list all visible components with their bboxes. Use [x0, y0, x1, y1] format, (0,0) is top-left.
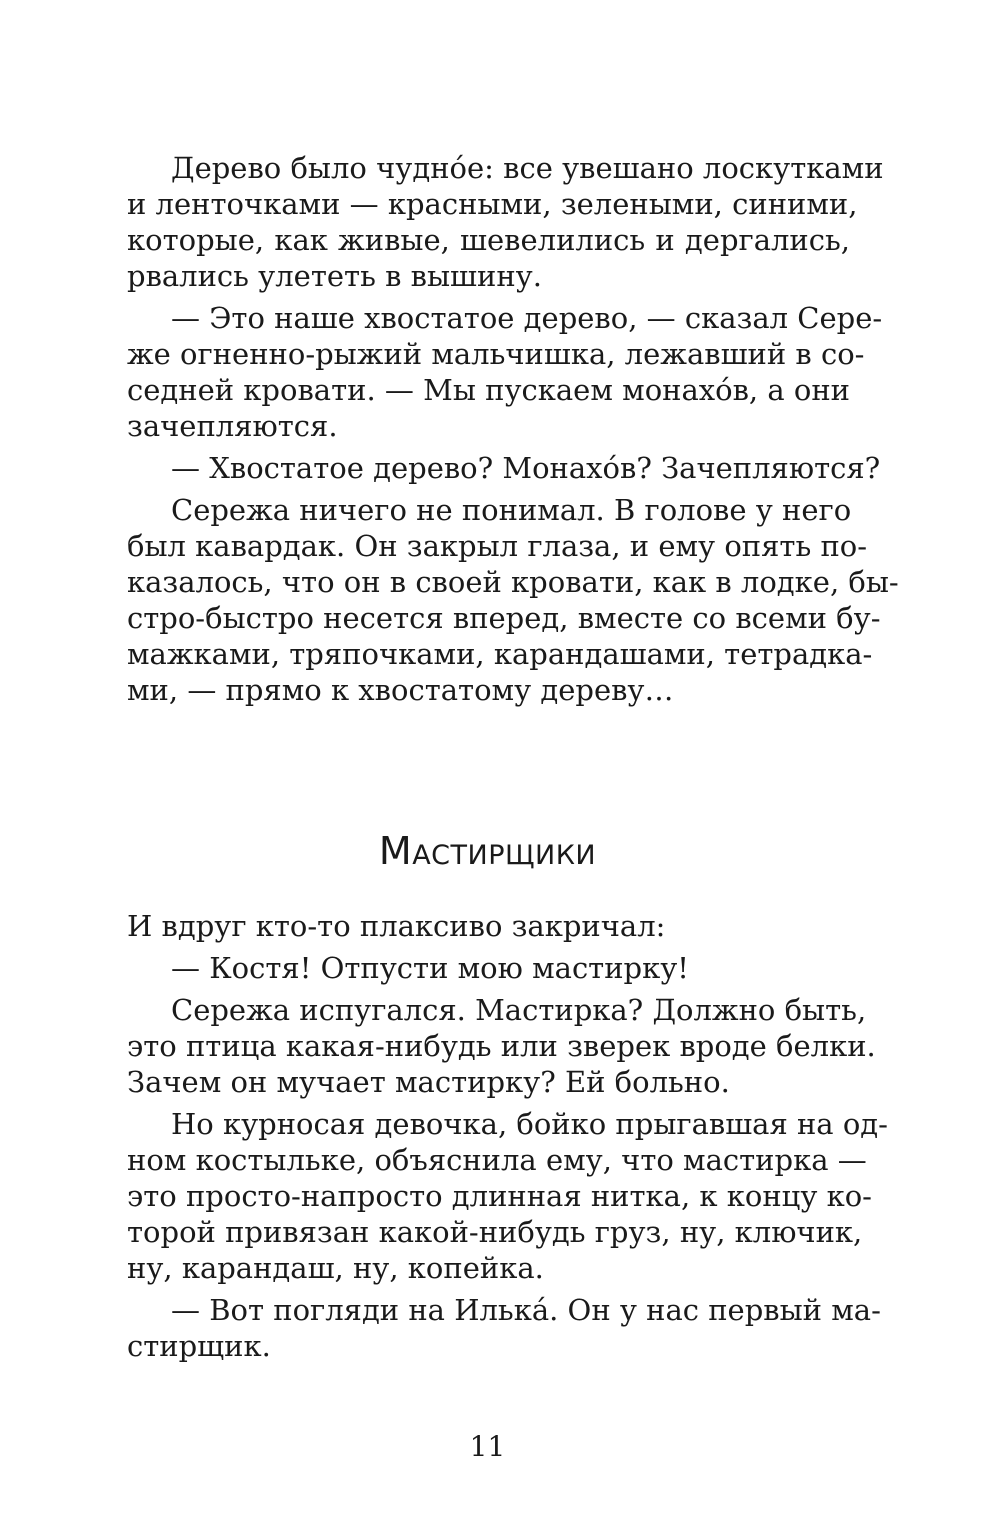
text-line: ну, карандаш, ну, копейка.	[127, 1251, 544, 1285]
text-line: — Хвостатое дерево? Монахо́в? Зачепляются?	[171, 451, 881, 485]
text-line: которые, как живые, шевелились и дергались,	[127, 223, 850, 257]
text-line: торой привязан какой-нибудь груз, ну, ключик,	[127, 1215, 863, 1249]
text-line: это птица какая-нибудь или зверек вроде белки.	[127, 1029, 876, 1063]
text-line: мажками, тряпочками, карандашами, тетрадка-	[127, 637, 873, 671]
text-line: это просто-напросто длинная нитка, к концу ко-	[127, 1179, 872, 1213]
text-line: Но курносая девочка, бойко прыгавшая на од-	[171, 1107, 888, 1141]
text-line: был кавардак. Он закрыл глаза, и ему опять по-	[127, 529, 868, 563]
text-line: Зачем он мучает мастирку? Ей больно.	[127, 1065, 730, 1099]
text-line: стирщик.	[127, 1329, 271, 1363]
text-line: — Костя! Отпусти мою мастирку!	[171, 951, 689, 985]
text-line: стро-быстро несется вперед, вместе со всеми бу-	[127, 601, 881, 635]
text-line: ми, — прямо к хвостатому дереву…	[127, 673, 674, 707]
text-line: Сережа ничего не понимал. В голове у него	[171, 493, 852, 527]
chapter-title: Мастирщики	[378, 829, 597, 873]
text-line: — Вот погляди на Илька́. Он у нас первый ма-	[171, 1293, 881, 1327]
page-number: 11	[469, 1430, 506, 1463]
text-line: — Это наше хвостатое дерево, — сказал Сере-	[171, 301, 883, 335]
text-line: ном костыльке, объяснила ему, что мастирка —	[127, 1143, 867, 1177]
text-line: рвались улететь в вышину.	[127, 259, 542, 293]
text-line: И вдруг кто-то плаксиво закричал:	[127, 909, 666, 943]
text-line: седней кровати. — Мы пускаем монахо́в, а они	[127, 373, 850, 407]
text-line: же огненно-рыжий мальчишка, лежавший в со-	[127, 337, 865, 371]
text-line: казалось, что он в своей кровати, как в лодке, бы-	[127, 565, 899, 599]
text-line: Сережа испугался. Мастирка? Должно быть,	[171, 993, 867, 1027]
text-line: Дерево было чудно́е: все увешано лоскутками	[171, 151, 884, 185]
text-line: и ленточками — красными, зелеными, синими,	[127, 187, 858, 221]
text-line: зачепляются.	[127, 409, 338, 443]
